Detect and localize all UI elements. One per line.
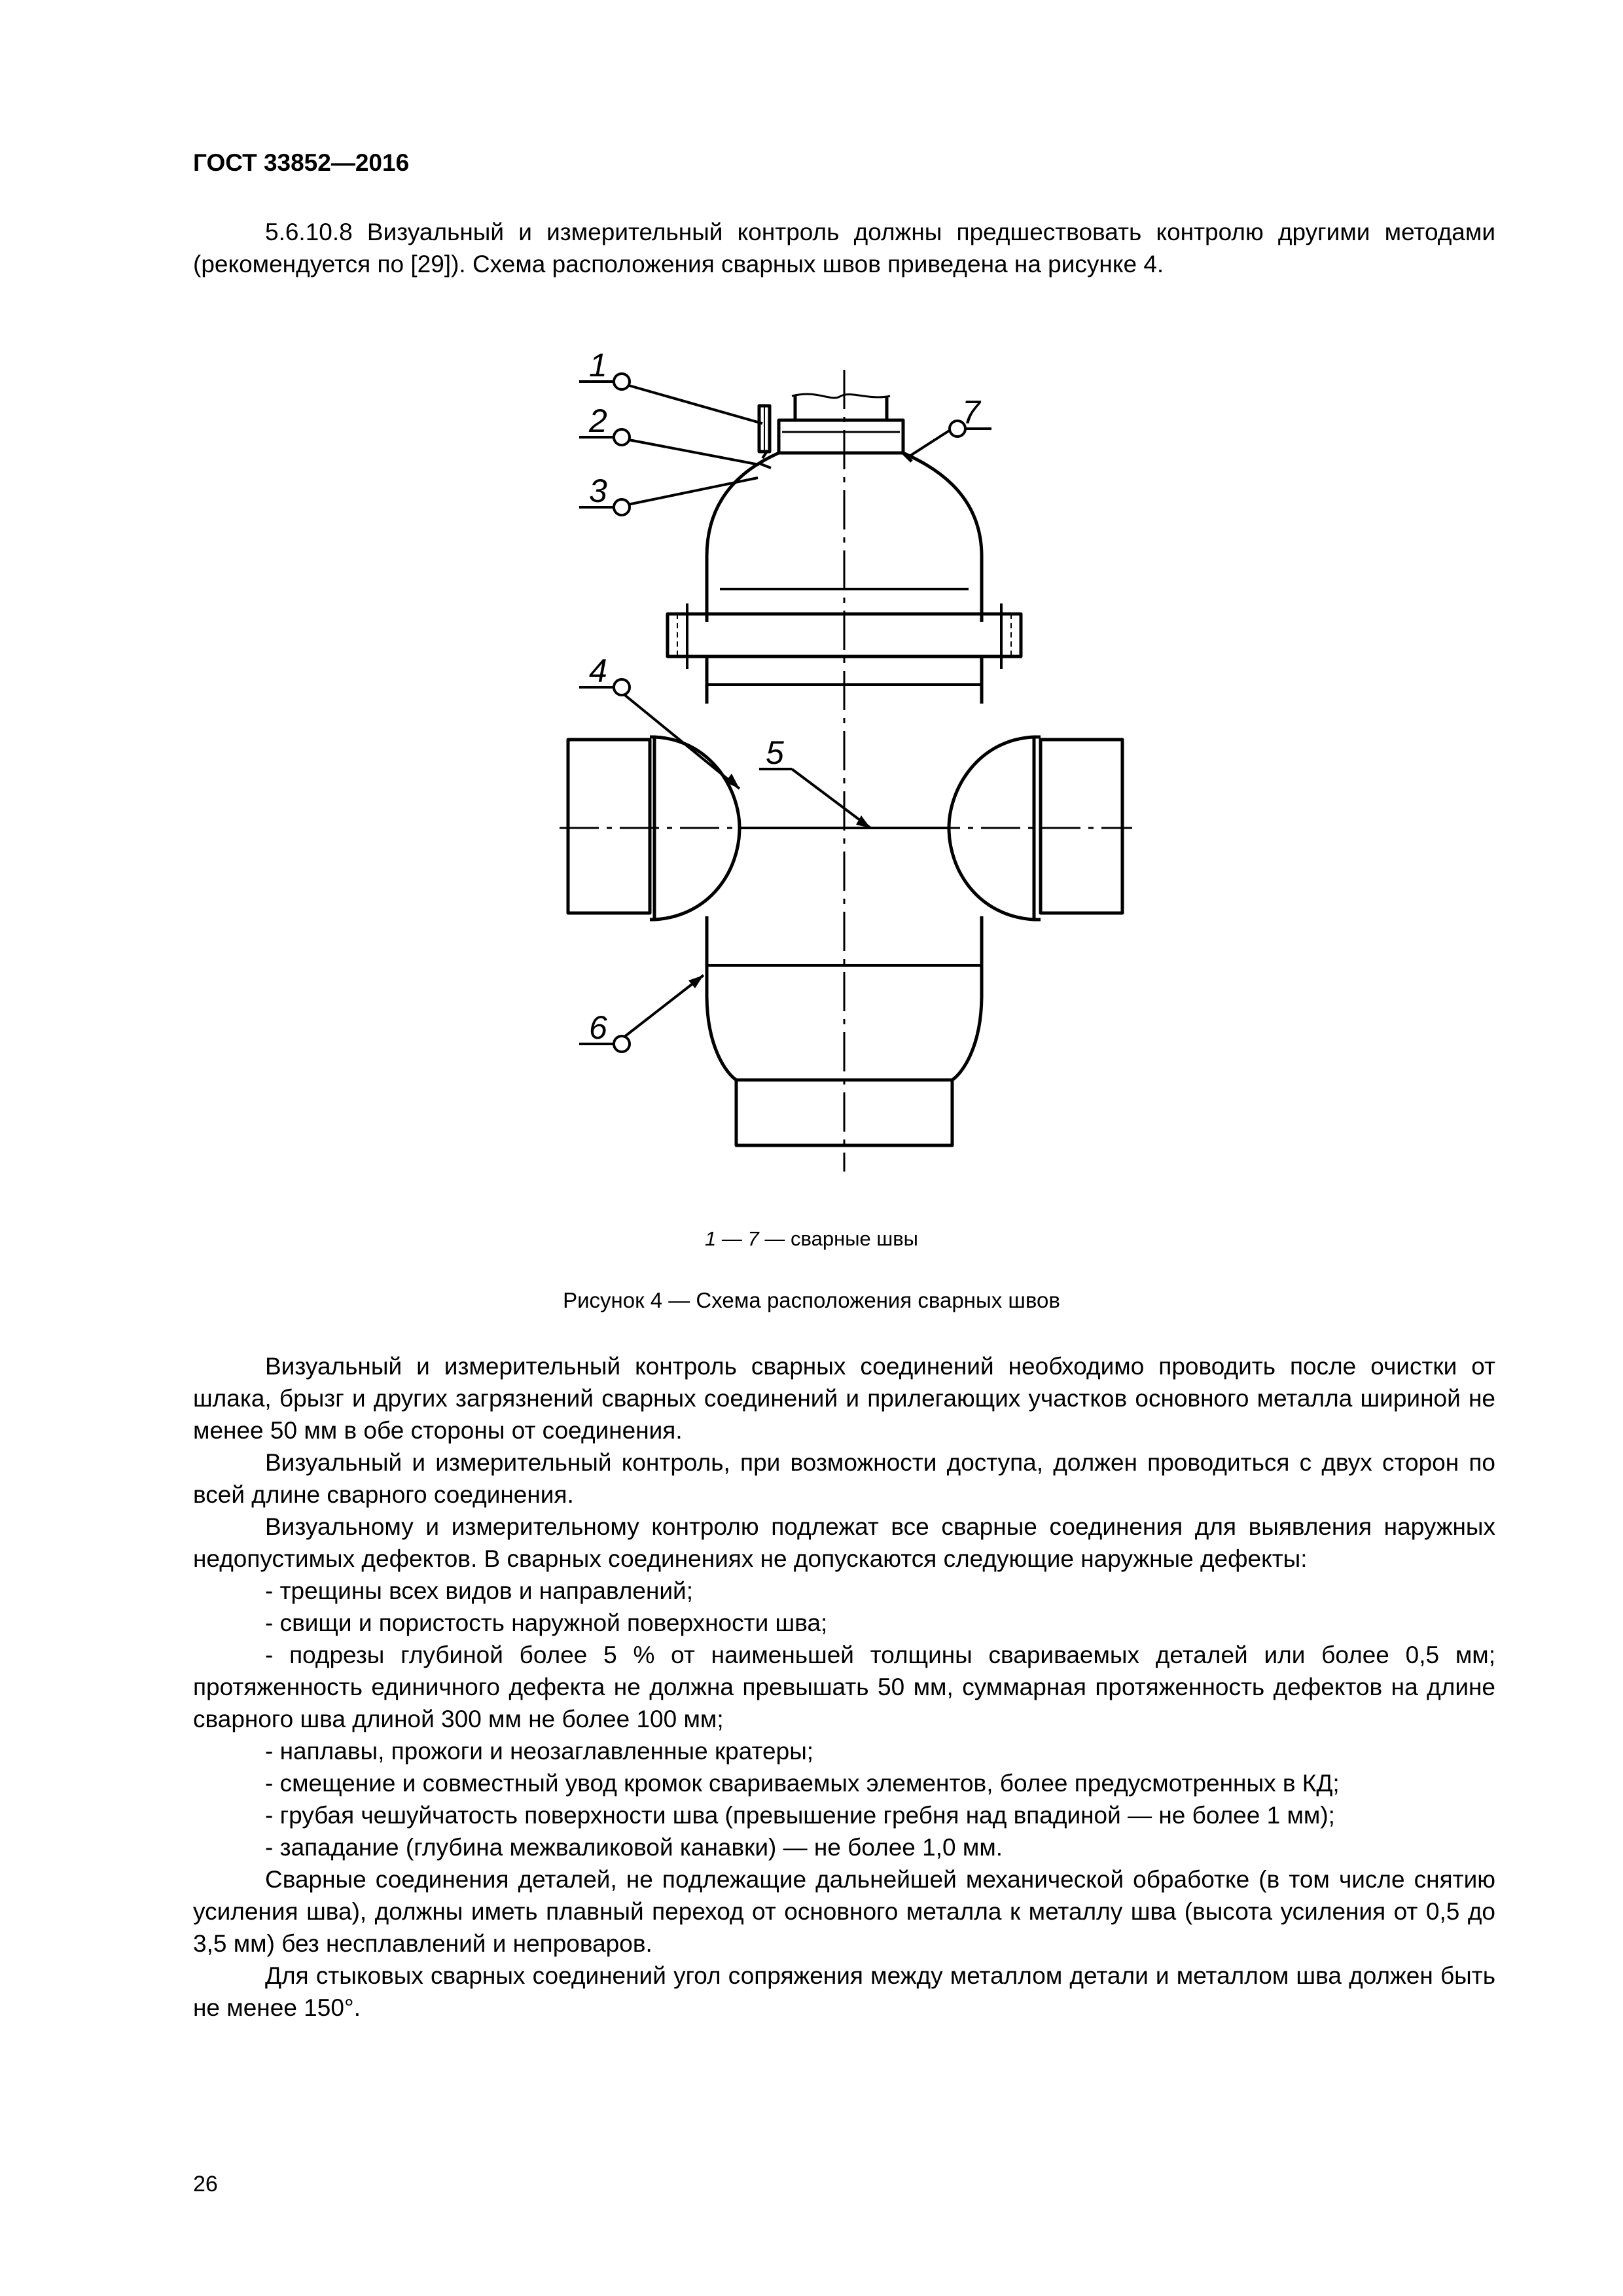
weld-label-4: 4 bbox=[589, 653, 607, 689]
right-nozzle bbox=[1041, 740, 1122, 913]
document-header: ГОСТ 33852—2016 bbox=[193, 149, 410, 176]
defect-list-item: - трещины всех видов и направлений; bbox=[265, 1577, 694, 1604]
defect-list-item: - подрезы глубиной более 5 % от наименьшей толщины свариваемых деталей или более 0,5 мм; протяженность единичного дефекта не должна превышать 50 мм, суммарная протяженность дефектов на длине сварного шва длиной 300 мм не более 100 мм; bbox=[193, 1641, 1495, 1732]
body-paragraph-4: Сварные соединения деталей, не подлежащие дальнейшей механической обработке (в том числе снятию усиления шва), должны иметь плавный переход от основного металла к металлу шва (высота усиления от 0,5 до 3,5 мм) без несплавлений и непроваров. bbox=[193, 1866, 1495, 1957]
defect-list-item: - западание (глубина межваликовой канавки) — не более 1,0 мм. bbox=[265, 1834, 1003, 1861]
defect-list-item: - грубая чешуйчатость поверхности шва (превышение гребня над впадиной — не более 1 мм); bbox=[265, 1802, 1335, 1829]
legend-range: 1 — 7 bbox=[705, 1227, 759, 1250]
weld-label-1: 1 bbox=[589, 347, 607, 384]
figure-legend bbox=[0, 1227, 1623, 1251]
weld-label-5: 5 bbox=[766, 734, 784, 771]
intro-paragraph: 5.6.10.8 Визуальный и измерительный контроль должны предшествовать контролю другими методами (рекомендуется по [29]). Схема расположения сварных швов приведена на рисунке 4. bbox=[193, 219, 1495, 278]
weld-label-2: 2 bbox=[589, 403, 607, 439]
body-paragraph-2: Визуальный и измерительный контроль, при возможности доступа, должен проводиться с двух сторон по всей длине сварного соединения. bbox=[193, 1449, 1495, 1508]
defect-list-item: - наплавы, прожоги и неозаглавленные кратеры; bbox=[265, 1738, 814, 1765]
defect-list-item: - свищи и пористость наружной поверхности шва; bbox=[265, 1609, 828, 1636]
page-number: 26 bbox=[193, 2172, 218, 2197]
weld-label-7: 7 bbox=[962, 394, 980, 431]
figure-caption: Рисунок 4 — Схема расположения сварных швов bbox=[563, 1288, 1060, 1312]
defect-list-item: - смещение и совместный увод кромок свариваемых элементов, более предусмотренных в КД; bbox=[265, 1770, 1340, 1797]
weld-label-6: 6 bbox=[589, 1009, 607, 1046]
body-paragraph-5: Для стыковых сварных соединений угол сопряжения между металлом детали и металлом шва должен быть не менее 150°. bbox=[193, 1962, 1495, 2021]
body-paragraph-3: Визуальному и измерительному контролю подлежат все сварные соединения для выявления наружных недопустимых дефектов. В сварных соединениях не допускаются следующие наружные дефекты: bbox=[193, 1513, 1495, 1572]
top-flange bbox=[779, 420, 903, 453]
left-nozzle bbox=[568, 740, 650, 913]
top-nozzle bbox=[795, 396, 887, 420]
legend-text: — сварные швы bbox=[758, 1227, 918, 1250]
weld-label-3: 3 bbox=[589, 473, 607, 509]
body-paragraph-1: Визуальный и измерительный контроль сварных соединений необходимо проводить после очистки от шлака, брызг и других загрязнений сварных соединений и прилегающих участков основного металла шириной не менее 50 мм в обе стороны от соединения. bbox=[193, 1353, 1495, 1444]
